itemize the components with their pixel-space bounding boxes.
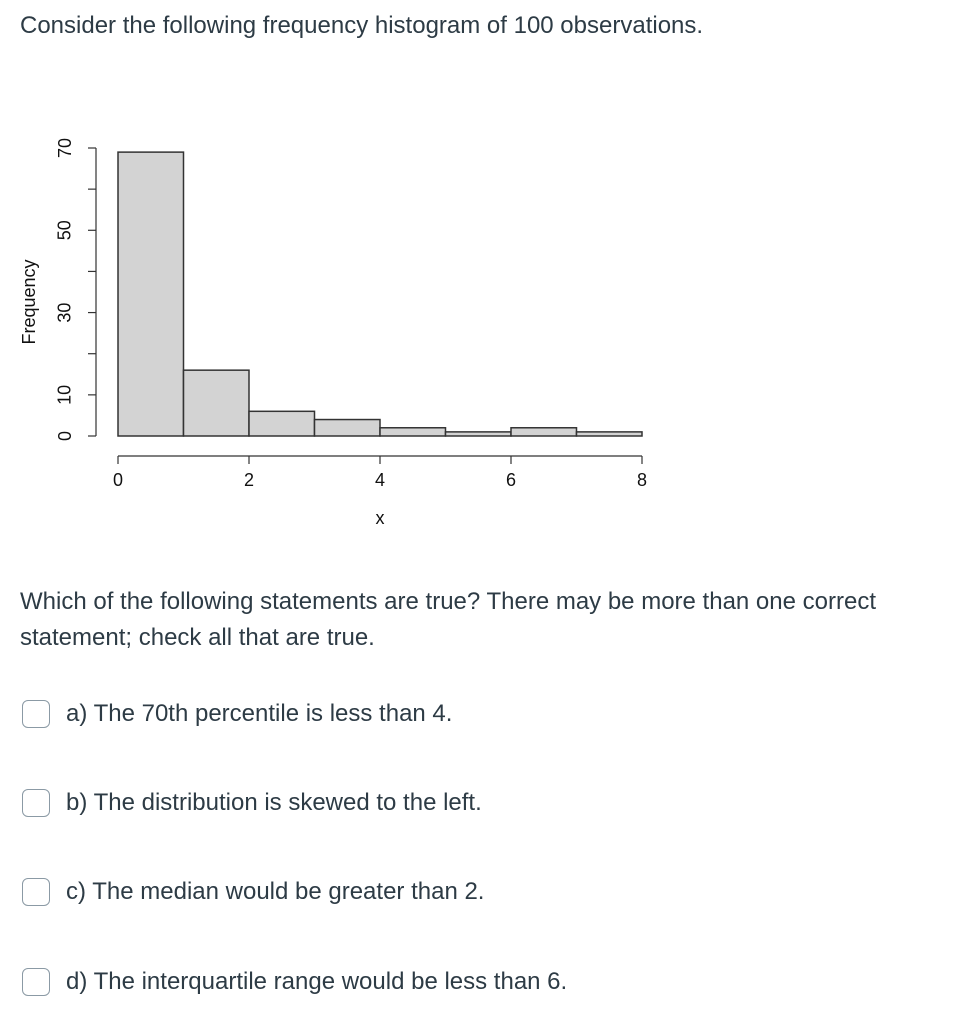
option-a-label[interactable]: a) The 70th percentile is less than 4. <box>66 700 453 727</box>
histogram-bar-4 <box>380 428 446 436</box>
y-axis-label: Frequency <box>18 259 39 345</box>
option-b[interactable] <box>22 787 482 819</box>
option-b-label[interactable]: b) The distribution is skewed to the left. <box>66 789 482 816</box>
option-c[interactable] <box>22 876 484 908</box>
y-tick-label: 10 <box>54 384 75 405</box>
option-a-checkbox[interactable] <box>22 700 50 728</box>
histogram-bar-3 <box>315 420 381 436</box>
question-text: Which of the following statements are true? There may be more than one correct statement; check all that are true. <box>20 588 876 651</box>
x-tick-label: 6 <box>505 470 517 490</box>
option-c-label[interactable]: c) The median would be greater than 2. <box>66 878 485 905</box>
option-d-label[interactable]: d) The interquartile range would be less than 6. <box>66 968 568 995</box>
option-b-checkbox[interactable] <box>22 789 50 817</box>
y-tick-label: 0 <box>54 430 75 442</box>
option-d[interactable] <box>22 966 567 998</box>
y-tick-label: 50 <box>54 220 75 241</box>
histogram-bar-7 <box>577 432 643 436</box>
option-c-checkbox[interactable] <box>22 878 50 906</box>
frequency-histogram <box>0 120 680 540</box>
option-d-checkbox[interactable] <box>22 968 50 996</box>
x-tick-label: 8 <box>636 470 648 490</box>
histogram-bar-1 <box>184 370 250 436</box>
x-tick-label: 0 <box>112 470 124 490</box>
x-axis-label: x <box>375 508 385 528</box>
question-prompt: Consider the following frequency histogram of 100 observations. <box>20 12 704 39</box>
option-a[interactable] <box>22 698 452 730</box>
histogram-svg <box>0 120 680 540</box>
histogram-bar-0 <box>118 152 184 436</box>
histogram-bar-6 <box>511 428 577 436</box>
histogram-bar-5 <box>446 432 512 436</box>
x-tick-label: 2 <box>243 470 255 490</box>
y-tick-label: 70 <box>54 137 75 159</box>
histogram-bar-2 <box>249 411 315 436</box>
y-tick-label: 30 <box>54 302 75 323</box>
x-tick-label: 4 <box>374 470 386 490</box>
